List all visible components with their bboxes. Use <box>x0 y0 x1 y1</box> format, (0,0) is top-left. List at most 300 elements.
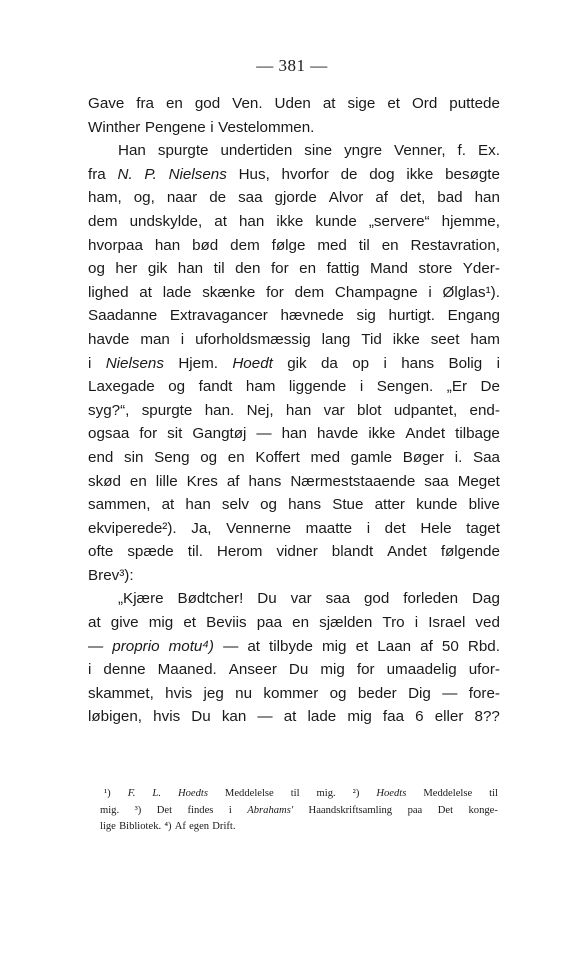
text-line <box>88 611 500 635</box>
text-line <box>88 257 500 281</box>
text-line <box>88 493 500 517</box>
word: Engang <box>447 307 500 325</box>
word: i <box>88 661 92 679</box>
word: til <box>213 260 225 278</box>
word: at <box>139 283 152 301</box>
word: Vennerne <box>226 519 292 537</box>
word: Han <box>118 142 146 160</box>
word: paa <box>256 614 283 632</box>
word: ikke <box>276 212 304 230</box>
word: Meddelelse <box>423 788 473 799</box>
text-line <box>88 470 500 494</box>
word: i <box>366 519 371 537</box>
text-line <box>88 446 500 470</box>
word: ham <box>470 330 500 348</box>
footnotes <box>100 786 498 836</box>
word: det, <box>399 189 426 207</box>
word: Du <box>288 661 309 679</box>
word: Bøger <box>402 448 445 466</box>
word: den <box>235 260 261 278</box>
word: seet <box>430 330 460 348</box>
footnote-line <box>100 819 498 836</box>
word: spurgte <box>157 142 209 160</box>
body-text <box>88 92 500 729</box>
word: god <box>363 590 390 608</box>
word: nu <box>235 684 253 702</box>
word: at <box>214 212 227 230</box>
word: ofte <box>88 543 114 561</box>
word: Nielsens <box>105 354 164 372</box>
word: uforholdsmæssig <box>195 330 311 348</box>
word: maatte <box>305 519 353 537</box>
word: — <box>257 708 273 726</box>
word: taget <box>466 519 500 537</box>
word: Extravagancer <box>169 307 268 325</box>
word: end <box>88 448 114 466</box>
word: en <box>129 472 147 490</box>
word: Hoedts <box>376 788 407 799</box>
word: gamle <box>350 448 393 466</box>
word: Seng <box>154 448 190 466</box>
word: hvis <box>165 684 193 702</box>
text-line <box>88 281 500 305</box>
word: yngre <box>344 142 383 160</box>
word: for <box>266 283 284 301</box>
word: i <box>180 330 185 348</box>
word: kan <box>221 708 247 726</box>
text-line <box>88 658 500 682</box>
text-line <box>88 399 500 423</box>
word: Ølglas¹). <box>442 283 500 301</box>
word: Hjem. <box>178 354 218 372</box>
word: lade <box>307 708 337 726</box>
word: Hele <box>420 519 452 537</box>
word: end- <box>469 401 500 419</box>
word: han. <box>204 401 235 419</box>
word: — <box>88 637 104 655</box>
word: ikke <box>368 425 396 443</box>
word: ikke <box>392 330 420 348</box>
word: Nej, <box>246 401 274 419</box>
word: han <box>185 496 211 514</box>
word: han <box>177 260 204 278</box>
word: af <box>226 472 240 490</box>
word: en <box>381 236 399 254</box>
word: Haandskriftsamling <box>308 804 393 816</box>
word: og <box>329 684 347 702</box>
word: Saa <box>472 448 500 466</box>
word: Det <box>437 804 454 816</box>
word: umaadelig <box>386 661 457 679</box>
word: Anseer <box>228 661 277 679</box>
word: beder <box>357 684 397 702</box>
word: L. <box>152 788 161 799</box>
word: Af <box>174 821 186 833</box>
word: bad <box>437 189 463 207</box>
word: var <box>323 401 345 419</box>
word: hvis <box>153 708 181 726</box>
word: havde <box>88 330 130 348</box>
word: man <box>140 330 170 348</box>
word: at <box>161 496 175 514</box>
word: sammen, <box>88 496 151 514</box>
word: „servere“ <box>368 212 430 230</box>
word: ³) <box>134 804 142 816</box>
text-line <box>88 517 500 541</box>
word: Israel <box>428 614 466 632</box>
word: til. <box>187 543 203 561</box>
word: hans <box>288 496 322 514</box>
word: Du <box>257 590 277 608</box>
word: i <box>428 283 432 301</box>
footnote-line <box>104 786 498 803</box>
word: Restavration, <box>410 236 500 254</box>
text-line <box>88 587 500 611</box>
word: de <box>340 165 358 183</box>
word: lille <box>155 472 178 490</box>
word: Saadanne <box>88 307 158 325</box>
word: i <box>383 354 387 372</box>
word: gik <box>287 354 307 372</box>
word: havde <box>316 425 359 443</box>
word: Du <box>191 708 211 726</box>
text-line <box>88 92 500 116</box>
word: Andet <box>405 425 446 443</box>
word: og <box>168 378 186 396</box>
word: kommer <box>263 684 319 702</box>
word: hans <box>248 472 282 490</box>
word: i <box>359 378 364 396</box>
word: Laan <box>377 637 412 655</box>
text-line <box>88 564 500 588</box>
text-line <box>88 422 500 446</box>
word: saa <box>424 472 449 490</box>
word: det <box>384 519 406 537</box>
word: Laxegade <box>88 378 155 396</box>
text-line <box>88 304 500 328</box>
word: atter <box>374 496 405 514</box>
word: i <box>414 614 419 632</box>
word: lade <box>162 283 192 301</box>
word: ¹) <box>104 788 111 799</box>
text-line <box>88 210 500 234</box>
word: sjælden <box>319 614 373 632</box>
word: til <box>489 788 498 799</box>
word: et <box>183 614 196 632</box>
word: dem <box>294 283 325 301</box>
word: og <box>88 260 105 278</box>
word: Dig <box>408 684 431 702</box>
word: i <box>210 118 214 136</box>
word: mig. <box>316 788 336 799</box>
word: Herom <box>216 543 263 561</box>
word: sig <box>356 307 376 325</box>
word: f. <box>457 142 466 160</box>
word: Brev³): <box>88 566 134 584</box>
word: fore- <box>468 684 500 702</box>
word: Champagne <box>334 283 418 301</box>
word: hurtigt. <box>388 307 435 325</box>
word: undertiden <box>220 142 293 160</box>
word: mig <box>322 637 347 655</box>
word: at <box>283 708 297 726</box>
text-line <box>88 116 500 140</box>
word: Nielsens <box>168 165 227 183</box>
text-line <box>88 352 500 376</box>
word: Gave <box>88 95 125 112</box>
word: eller <box>434 708 464 726</box>
word: Hoedts <box>177 788 208 799</box>
word: sit <box>167 425 183 443</box>
word: lige <box>100 821 116 833</box>
word: Nærmeststaaende <box>290 472 416 490</box>
word: Pengene <box>144 118 206 136</box>
word: følge <box>271 236 306 254</box>
word: findes <box>187 804 214 816</box>
word: 6 <box>415 708 424 726</box>
word: faa <box>382 708 405 726</box>
word: for <box>270 260 289 278</box>
word: Tro <box>382 614 405 632</box>
text-line <box>88 540 500 564</box>
word: Drift. <box>212 821 236 833</box>
word: Sengen. <box>376 378 434 396</box>
word: mig <box>148 614 174 632</box>
word: hvorpaa <box>88 236 143 254</box>
word: saa <box>238 189 263 207</box>
text-line <box>88 186 500 210</box>
word: i <box>228 804 232 816</box>
word: kunde <box>416 496 458 514</box>
word: motu⁴) <box>168 637 214 655</box>
word: udpantet, <box>393 401 458 419</box>
word: løbigen, <box>88 708 143 726</box>
word: i <box>88 354 92 372</box>
word: Maaned. <box>157 661 217 679</box>
word: og, <box>133 189 155 207</box>
word: af <box>375 189 388 207</box>
word: Hoedt <box>232 354 273 372</box>
word: dem <box>230 236 260 254</box>
word: besøgte <box>445 165 500 183</box>
word: undskylde, <box>129 212 203 230</box>
word: Ex. <box>477 142 500 160</box>
word: ved <box>475 614 500 632</box>
word: ²) <box>352 788 360 799</box>
word: ogsaa <box>88 425 130 443</box>
word: sin <box>124 448 144 466</box>
word: skænke <box>202 283 256 301</box>
word: han <box>238 212 265 230</box>
word: give <box>110 614 139 632</box>
word: de <box>209 189 227 207</box>
word: — <box>256 425 272 443</box>
text-line <box>88 139 500 163</box>
word: skammet, <box>88 684 154 702</box>
word: spæde <box>127 543 174 561</box>
word: syg?“, <box>88 401 130 419</box>
word: Venner, <box>394 142 446 160</box>
word: tilbage <box>455 425 500 443</box>
word: og <box>200 448 218 466</box>
word: Alvor <box>328 189 364 207</box>
word: fra <box>136 95 155 112</box>
word: lighed <box>88 283 129 301</box>
word: Koffert <box>255 448 300 466</box>
word: Ven. <box>232 95 263 112</box>
word: denne <box>103 661 146 679</box>
word: mig <box>347 708 372 726</box>
word: Andet <box>387 543 427 561</box>
word: bød <box>192 236 219 254</box>
word: af <box>420 637 433 655</box>
word: gik <box>147 260 168 278</box>
word: at <box>247 637 260 655</box>
word: P. <box>144 165 157 183</box>
word: Det <box>156 804 173 816</box>
word: blandt <box>331 543 374 561</box>
word: følgende <box>440 543 500 561</box>
word: god <box>194 95 221 112</box>
word: Kres <box>186 472 218 490</box>
word: tilbyde <box>269 637 313 655</box>
word: sige <box>347 95 376 112</box>
word: 50 <box>441 637 459 655</box>
word: De <box>480 378 500 396</box>
word: Bødtcher! <box>177 590 244 608</box>
word: han <box>281 425 307 443</box>
word: blot <box>357 401 382 419</box>
word: Yder- <box>462 260 500 278</box>
word: et <box>387 95 400 112</box>
word: Gangtøj <box>192 425 247 443</box>
word: blive <box>468 496 500 514</box>
word: at <box>88 614 101 632</box>
word: et <box>355 637 369 655</box>
word: selv <box>221 496 249 514</box>
word: Meddelelse <box>224 788 274 799</box>
word: Abrahams' <box>247 804 294 816</box>
word: hævnede <box>280 307 344 325</box>
word: spurgte <box>141 401 193 419</box>
word: F. <box>127 788 136 799</box>
word: op <box>352 354 370 372</box>
word: paa <box>407 804 423 816</box>
word: ham <box>245 378 276 396</box>
word: ham, <box>88 189 122 207</box>
word: en <box>292 614 310 632</box>
text-line <box>88 635 500 659</box>
word: „Kjære <box>118 590 164 608</box>
word: ⁴) <box>164 821 172 833</box>
word: fandt <box>198 378 233 396</box>
word: i <box>496 354 500 372</box>
word: var <box>290 590 312 608</box>
word: for <box>356 661 375 679</box>
word: saa <box>325 590 351 608</box>
word: Tid <box>361 330 382 348</box>
word: med <box>317 236 347 254</box>
word: Hus, <box>238 165 270 183</box>
word: en <box>227 448 245 466</box>
word: han <box>474 189 500 207</box>
word: 8?? <box>474 708 500 726</box>
word: i. <box>454 448 463 466</box>
page-number: — 381 — <box>256 56 328 75</box>
word: en <box>165 95 183 112</box>
word: store <box>418 260 453 278</box>
word: hvorfor <box>281 165 329 183</box>
text-line <box>88 328 500 352</box>
word: til <box>290 788 300 799</box>
word: Meget <box>457 472 500 490</box>
text-line <box>88 163 500 187</box>
word: skød <box>88 472 121 490</box>
word: Mand <box>370 260 409 278</box>
word: naar <box>166 189 198 207</box>
word: Ja, <box>191 519 212 537</box>
word: proprio <box>112 637 160 655</box>
word: fra <box>88 165 106 183</box>
word: dem <box>88 212 118 230</box>
word: sine <box>304 142 333 160</box>
word: — <box>442 684 458 702</box>
word: Stue <box>332 496 364 514</box>
word: dog <box>369 165 395 183</box>
word: med <box>310 448 341 466</box>
word: lang <box>321 330 351 348</box>
word: han <box>154 236 181 254</box>
word: Vestelommen. <box>218 118 315 136</box>
word: jeg <box>203 684 224 702</box>
word: Beviis <box>206 614 247 632</box>
word: og <box>260 496 277 514</box>
word: forleden <box>403 590 459 608</box>
word: Rbd. <box>467 637 500 655</box>
word: ufor- <box>468 661 500 679</box>
word: til <box>358 236 370 254</box>
text-line <box>88 234 500 258</box>
word: en <box>299 260 317 278</box>
word: „Er <box>446 378 468 396</box>
word: fattig <box>326 260 360 278</box>
word: — <box>223 637 239 655</box>
word: da <box>320 354 338 372</box>
word: hans <box>401 354 435 372</box>
word: for <box>139 425 158 443</box>
word: Uden <box>274 95 311 112</box>
word: liggende <box>288 378 347 396</box>
word: Ord <box>411 95 438 112</box>
footnote-line <box>100 803 498 820</box>
text-line <box>88 375 500 399</box>
word: Dag <box>472 590 500 608</box>
word: her <box>115 260 138 278</box>
word: egen <box>189 821 210 833</box>
word: konge- <box>468 804 498 816</box>
word: kunde <box>315 212 357 230</box>
word: Bolig <box>448 354 483 372</box>
word: N. <box>117 165 133 183</box>
word: gjorde <box>274 189 317 207</box>
word: Bibliotek. <box>119 821 162 833</box>
word: han <box>285 401 312 419</box>
word: mig. <box>100 804 120 816</box>
word: vidner <box>276 543 318 561</box>
word: at <box>322 95 336 112</box>
word: ikke <box>406 165 434 183</box>
text-line <box>88 705 500 729</box>
